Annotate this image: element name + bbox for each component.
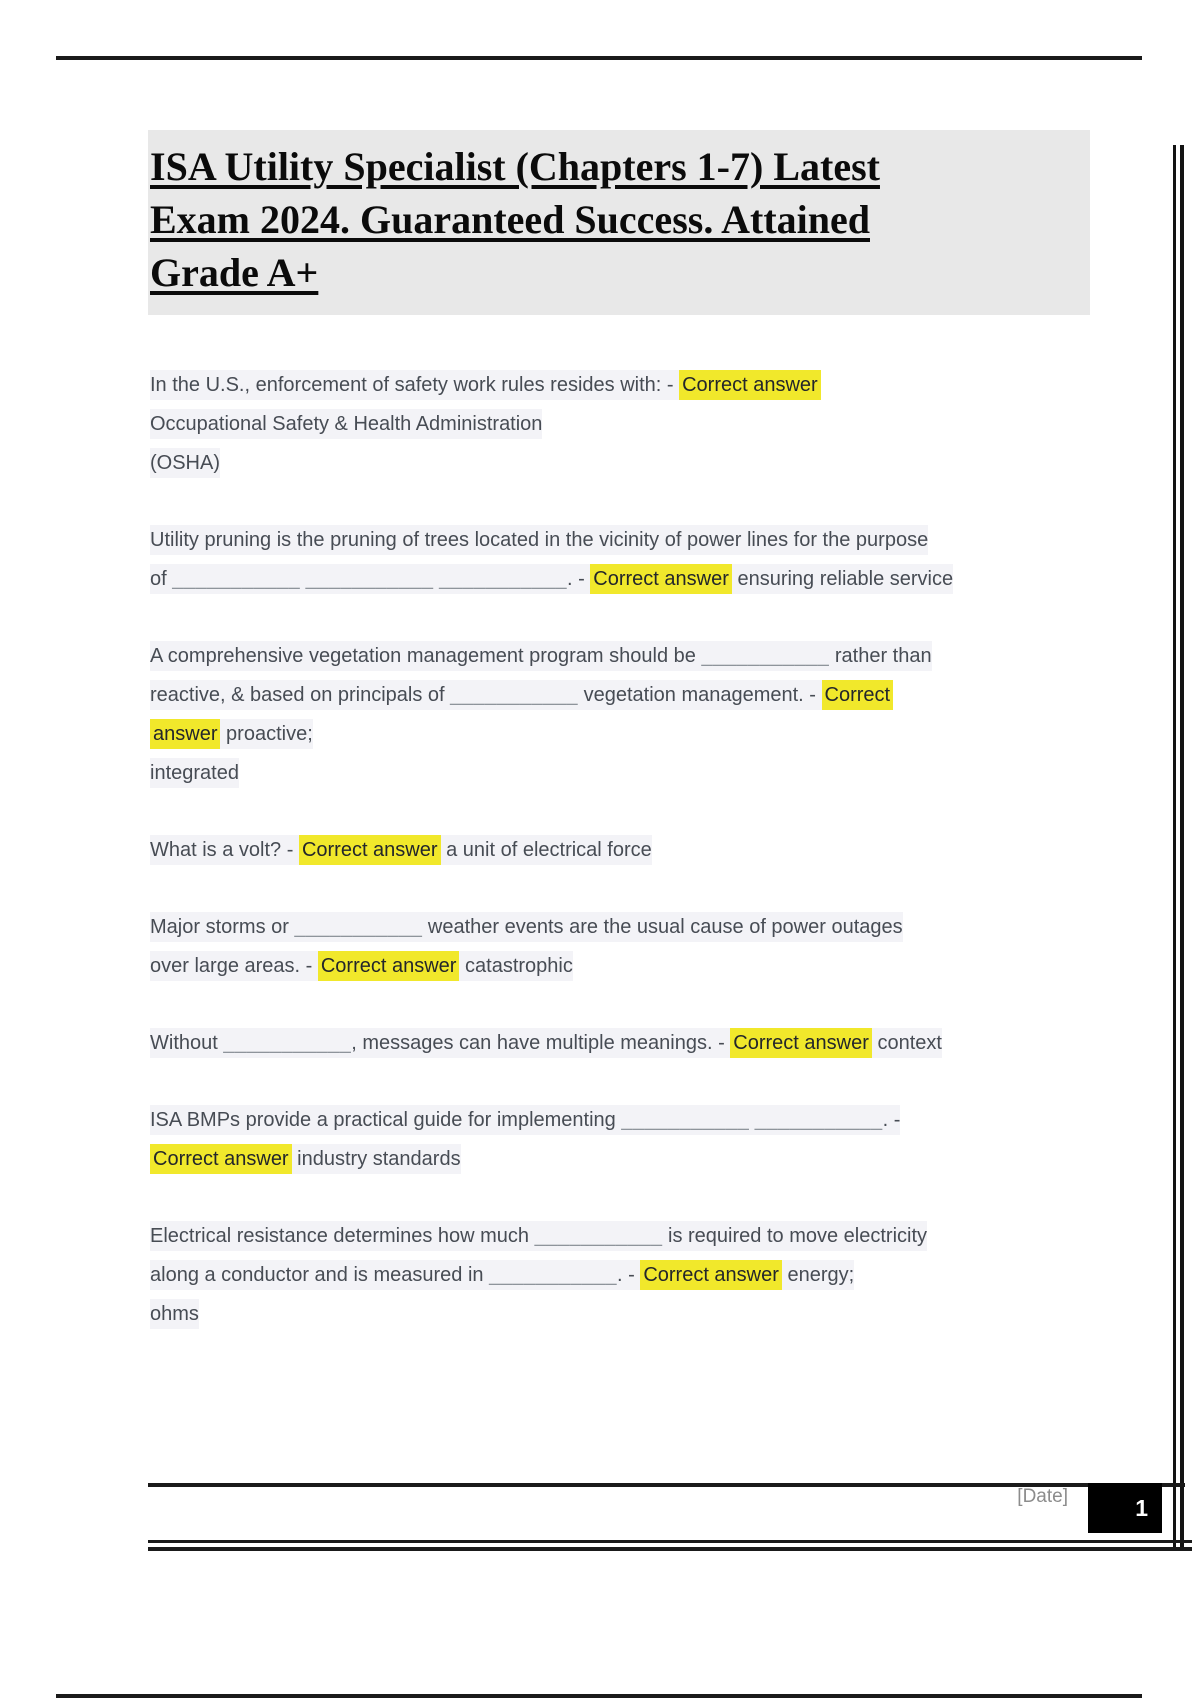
qa-list bbox=[150, 366, 1110, 1372]
top-divider bbox=[56, 56, 1142, 60]
qa-text: catastrophic bbox=[459, 955, 573, 977]
fill-in-blank: ___________ bbox=[305, 568, 434, 590]
qa-text: of bbox=[150, 568, 173, 590]
fill-in-blank: ___________ bbox=[534, 1225, 663, 1247]
qa-line bbox=[150, 1221, 927, 1251]
qa-line bbox=[150, 835, 652, 865]
fill-in-blank: ___________ bbox=[489, 1264, 617, 1286]
qa-paragraph bbox=[150, 637, 1110, 793]
qa-text: context bbox=[871, 1032, 942, 1054]
page-number: 1 bbox=[1135, 1495, 1148, 1521]
qa-text: A comprehensive vegetation management program should be bbox=[150, 645, 702, 667]
qa-text: Electrical resistance determines how much bbox=[150, 1225, 535, 1247]
fill-in-blank: ___________ bbox=[621, 1109, 750, 1131]
qa-line bbox=[150, 912, 903, 942]
highlight-correct-answer: Correct answer bbox=[640, 1260, 782, 1290]
footer-double-line-bottom bbox=[148, 1547, 1192, 1551]
highlight-correct-answer: Correct answer bbox=[299, 835, 441, 865]
qa-line bbox=[150, 370, 821, 400]
qa-text: integrated bbox=[150, 762, 239, 784]
qa-text: rather than bbox=[829, 645, 932, 667]
qa-text: a unit of electrical force bbox=[440, 839, 652, 861]
qa-line bbox=[150, 1105, 900, 1135]
qa-line bbox=[150, 1028, 942, 1058]
qa-line bbox=[150, 1144, 461, 1174]
page-number-badge bbox=[1088, 1483, 1162, 1533]
qa-text: ohms bbox=[150, 1303, 199, 1325]
qa-line bbox=[150, 719, 313, 749]
document-title-line: Exam 2024. Guaranteed Success. Attained bbox=[150, 197, 870, 242]
fill-in-blank: ___________ bbox=[450, 684, 579, 706]
highlight-correct-answer: Correct answer bbox=[318, 951, 460, 981]
fill-in-blank: ___________ bbox=[701, 645, 830, 667]
qa-text: ISA BMPs provide a practical guide for implementing bbox=[150, 1109, 622, 1131]
fill-in-blank: ___________ bbox=[172, 568, 301, 590]
highlight-correct-answer: Correct bbox=[822, 680, 894, 710]
qa-paragraph bbox=[150, 1101, 1110, 1179]
fill-in-blank: ___________ bbox=[754, 1109, 883, 1131]
document-title-line: Grade A+ bbox=[150, 250, 319, 295]
qa-text: In the U.S., enforcement of safety work rules resides with: - bbox=[150, 374, 680, 396]
qa-line bbox=[150, 525, 928, 555]
qa-text: Without bbox=[150, 1032, 224, 1054]
qa-text: industry standards bbox=[291, 1148, 461, 1170]
document-title bbox=[148, 130, 1090, 315]
qa-paragraph bbox=[150, 521, 1110, 599]
qa-line bbox=[150, 409, 542, 439]
qa-text: Occupational Safety & Health Administration bbox=[150, 413, 543, 435]
document-title-line: ISA Utility Specialist (Chapters 1-7) Latest bbox=[150, 144, 880, 189]
bottom-divider bbox=[56, 1694, 1142, 1698]
footer-double-line-top bbox=[148, 1540, 1192, 1543]
qa-text: ensuring reliable service bbox=[731, 568, 954, 590]
qa-text: Major storms or bbox=[150, 916, 295, 938]
qa-text: along a conductor and is measured in bbox=[150, 1264, 490, 1286]
qa-text: (OSHA) bbox=[150, 452, 220, 474]
right-border-frame bbox=[1173, 145, 1184, 1551]
qa-line bbox=[150, 1299, 199, 1329]
qa-text: What is a volt? - bbox=[150, 839, 299, 861]
fill-in-blank: ___________ bbox=[439, 568, 567, 590]
qa-text: vegetation management. - bbox=[578, 684, 822, 706]
qa-text: . - bbox=[882, 1109, 901, 1131]
fill-in-blank: ___________ bbox=[223, 1032, 352, 1054]
qa-paragraph bbox=[150, 366, 1110, 483]
qa-text: , messages can have multiple meanings. - bbox=[351, 1032, 731, 1054]
highlight-correct-answer: Correct answer bbox=[730, 1028, 872, 1058]
qa-line bbox=[150, 758, 239, 788]
qa-line bbox=[150, 564, 953, 594]
qa-text: Utility pruning is the pruning of trees located in the vicinity of power lines for the purpose bbox=[150, 529, 929, 551]
qa-text: weather events are the usual cause of power outages bbox=[422, 916, 903, 938]
fill-in-blank: ___________ bbox=[294, 916, 423, 938]
qa-text: energy; bbox=[781, 1264, 855, 1286]
qa-text: reactive, & based on principals of bbox=[150, 684, 451, 706]
qa-line bbox=[150, 448, 220, 478]
qa-line bbox=[150, 680, 893, 710]
qa-paragraph bbox=[150, 831, 1110, 870]
highlight-correct-answer: Correct answer bbox=[590, 564, 732, 594]
qa-text: proactive; bbox=[220, 723, 313, 745]
qa-paragraph bbox=[150, 1024, 1110, 1063]
qa-text: . - bbox=[566, 568, 591, 590]
qa-text: over large areas. - bbox=[150, 955, 318, 977]
qa-paragraph bbox=[150, 1217, 1110, 1334]
qa-line bbox=[150, 641, 932, 671]
qa-text: . - bbox=[616, 1264, 641, 1286]
qa-line bbox=[150, 1260, 854, 1290]
highlight-correct-answer: answer bbox=[150, 719, 220, 749]
highlight-correct-answer: Correct answer bbox=[150, 1144, 292, 1174]
qa-text: is required to move electricity bbox=[662, 1225, 928, 1247]
qa-paragraph bbox=[150, 908, 1110, 986]
footer-date: [Date] bbox=[1017, 1486, 1068, 1507]
qa-line bbox=[150, 951, 573, 981]
highlight-correct-answer: Correct answer bbox=[679, 370, 821, 400]
